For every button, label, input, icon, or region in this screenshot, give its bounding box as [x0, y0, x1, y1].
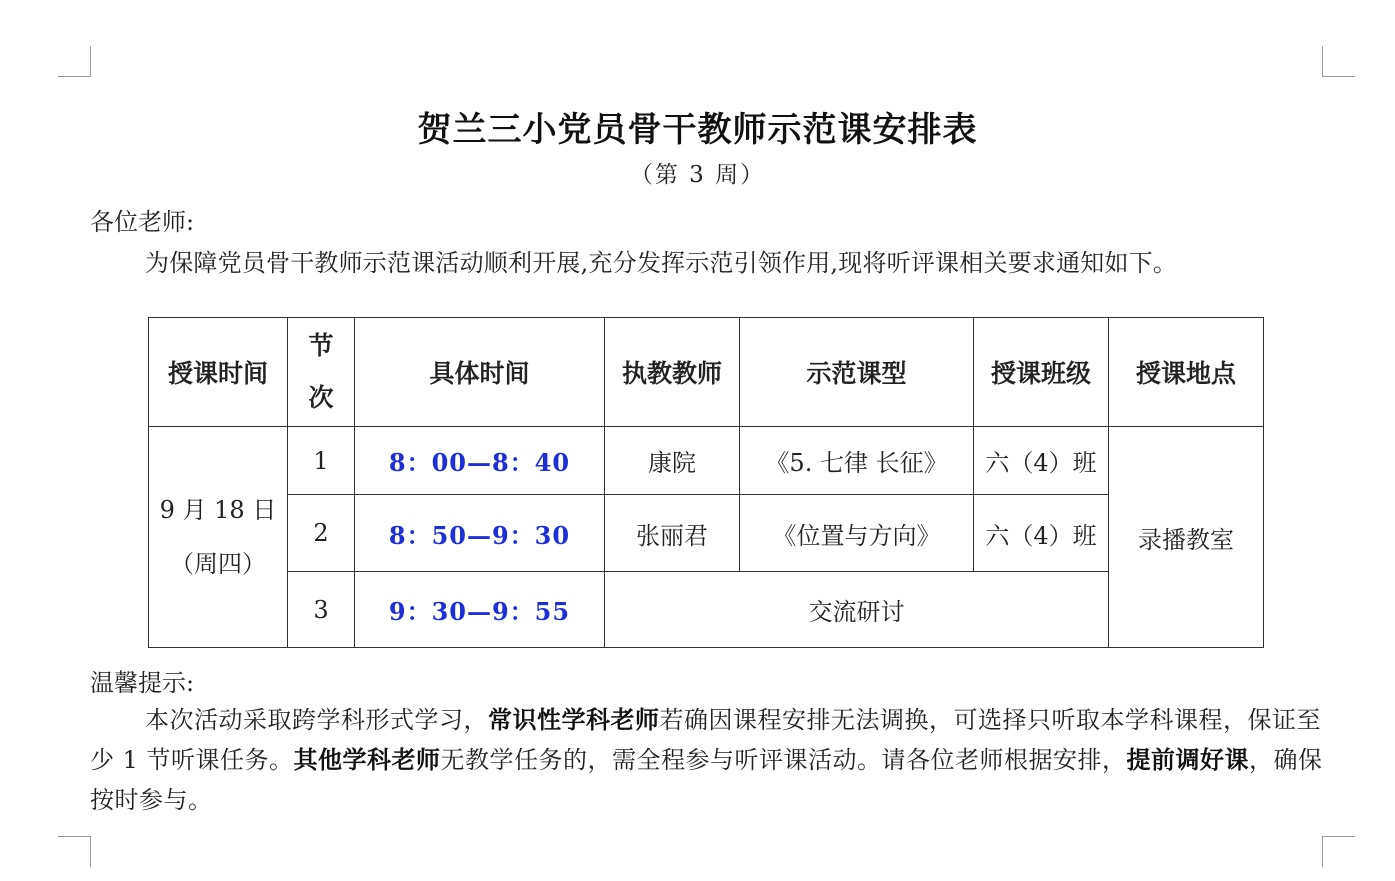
intro-paragraph: 为保障党员骨干教师示范课活动顺利开展,充分发挥示范引领作用,现将听评课相关要求通知如下。 — [145, 249, 1178, 277]
crop-mark-top-left — [58, 46, 91, 77]
header-lesson: 示范课型 — [740, 318, 974, 427]
time-cell: 8：50—9：30 — [355, 495, 605, 572]
date-line2: （周四） — [170, 550, 266, 578]
lesson-cell: 《位置与方向》 — [740, 495, 974, 572]
class-cell: 六（4）班 — [974, 427, 1109, 495]
class-cell: 六（4）班 — [974, 495, 1109, 572]
tips-text: ，确保按时参与。 — [90, 746, 1323, 814]
document-title: 贺兰三小党员骨干教师示范课安排表 — [417, 110, 978, 150]
crop-mark-bottom-right — [1322, 836, 1355, 867]
teacher-cell: 康院 — [605, 427, 740, 495]
tips-text: 本次活动采取跨学科形式学习， — [145, 706, 488, 734]
period-cell: 3 — [288, 572, 355, 648]
lesson-cell: 《5. 七律 长征》 — [740, 427, 974, 495]
table-row — [149, 572, 1264, 648]
tips-heading: 温馨提示: — [90, 669, 195, 697]
period-cell: 2 — [288, 495, 355, 572]
date-cell — [149, 427, 288, 648]
table-header-row — [149, 318, 1264, 427]
date-line1: 9 月 18 日 — [159, 496, 277, 524]
tips-text: 无教学任务的，需全程参与听评课活动。请各位老师根据安排， — [440, 746, 1127, 774]
header-period — [288, 318, 355, 427]
table-row — [149, 427, 1264, 495]
time-cell: 9：30—9：55 — [355, 572, 605, 648]
salutation: 各位老师: — [90, 208, 195, 236]
activity-cell: 交流研讨 — [605, 572, 1109, 648]
header-period-line2: 次 — [308, 383, 334, 412]
crop-mark-bottom-left — [58, 836, 91, 867]
tips-text: 若确因课程安排无法调换，可选择只听取本学科课程，保证至少 1 节听课任务。 — [90, 706, 1321, 774]
header-class: 授课班级 — [974, 318, 1109, 427]
header-period-line1: 节 — [308, 331, 334, 360]
tips-emphasis: 其他学科老师 — [293, 745, 441, 774]
header-location: 授课地点 — [1109, 318, 1264, 427]
schedule-table — [148, 317, 1264, 648]
header-teacher: 执教教师 — [605, 318, 740, 427]
header-date: 授课时间 — [149, 318, 288, 427]
header-time: 具体时间 — [355, 318, 605, 427]
tips-emphasis: 提前调好课 — [1126, 745, 1250, 774]
table-row — [149, 495, 1264, 572]
period-cell: 1 — [288, 427, 355, 495]
teacher-cell: 张丽君 — [605, 495, 740, 572]
time-cell: 8：00—8：40 — [355, 427, 605, 495]
document-subtitle: （第 3 周） — [629, 162, 766, 188]
tips-emphasis: 常识性学科老师 — [488, 705, 660, 734]
location-cell: 录播教室 — [1109, 427, 1264, 648]
tips-paragraph — [90, 700, 1325, 820]
crop-mark-top-right — [1322, 46, 1355, 77]
